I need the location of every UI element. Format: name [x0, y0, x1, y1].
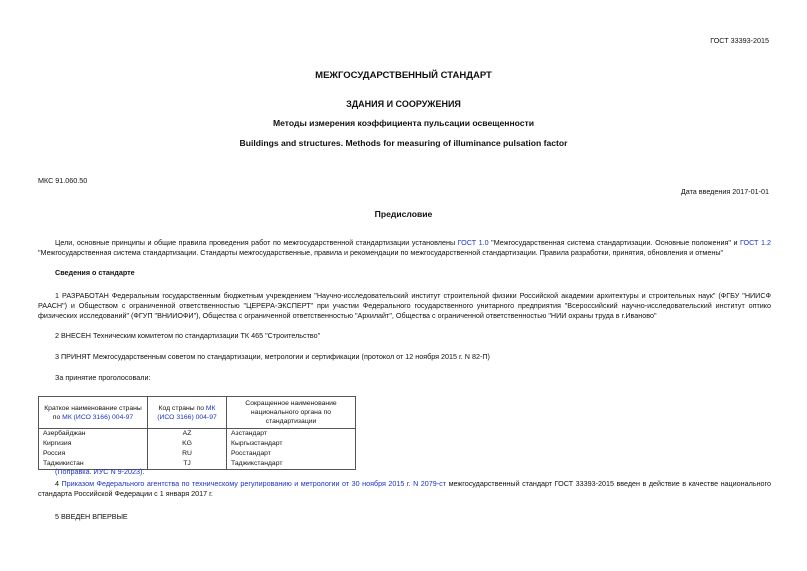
rosstandart-order-link[interactable]: Приказом Федерального агентства по техническому регулированию и метрологии от 30 ноября 2015 г. N 2079-ст [61, 479, 447, 488]
document-code: ГОСТ 33393-2015 [710, 36, 769, 45]
cell-country: Таджикистан [39, 459, 148, 470]
mk-link[interactable]: МК [205, 404, 216, 412]
item-4-enacted [38, 479, 771, 499]
cell-country: Азербайджан [39, 429, 148, 440]
mks-code: МКС 91.060.50 [38, 176, 88, 185]
standard-info-heading: Сведения о стандарте [55, 268, 135, 277]
standard-type-heading: МЕЖГОСУДАРСТВЕННЫЙ СТАНДАРТ [315, 70, 492, 81]
amendment-link[interactable]: (Поправка. ИУС N 9-2023). [55, 467, 145, 476]
item-2-submitted: 2 ВНЕСЕН Техническим комитетом по стандартизации ТК 465 "Строительство" [55, 331, 321, 340]
mk-iso-3166-link[interactable]: МК (ИСО 3166) 004-97 [62, 413, 134, 421]
cell-body: Росстандарт [227, 449, 356, 459]
item-4-text: межгосударственный стандарт ГОСТ 33393-2015 введен в действие в качестве национального стандарта Российской Федерации с 1 января 2017 г. [38, 479, 772, 498]
header-body-line1: Сокращенное наименование [245, 400, 337, 407]
cell-body: Кыргызстандарт [227, 439, 356, 449]
gost-1-2-link[interactable]: ГОСТ 1.2 [740, 238, 771, 247]
table-row [39, 449, 356, 459]
intro-date: Дата введения 2017-01-01 [680, 187, 769, 196]
table-row [39, 429, 356, 440]
cell-body: Таджикстандарт [227, 459, 356, 470]
voted-for-label: За принятие проголосовали: [55, 373, 151, 382]
column-header-body [227, 397, 356, 429]
item-1-developed: 1 РАЗРАБОТАН Федеральным государственным бюджетным учреждением "Научно-исследовательский институт строительной физики Российской академии архитектуры и строительных наук" (ФГБУ "НИИСФ РААСН") и Обществом с ограниченной ответственностью "ЦЕРЕРА-ЭКСПЕРТ" при участии Федерального государственного унитарного предприятия "Всероссийский научно-исследовательский институт оптико физических исследований" (ФГУП "ВНИИОФИ"), Общества с ограниченной ответственностью "Архилайт", Общества с ограниченной ответственностью "НИИ охраны труда в г.Иваново" [38, 291, 771, 320]
cell-code: RU [148, 449, 227, 459]
header-body-line2: национального органа по стандартизации [250, 409, 332, 425]
item-5-first-introduced: 5 ВВЕДЕН ВПЕРВЫЕ [55, 512, 128, 521]
p1-text-a: Цели, основные принципы и общие правила проведения работ по межгосударственной стандартизации установлены [55, 238, 458, 247]
item-4-prefix: 4 [55, 479, 62, 488]
header-country-line1: Краткое наименование страны [44, 404, 142, 412]
header-code-line1-prefix: Код страны по [158, 404, 206, 412]
cell-code: KG [148, 439, 227, 449]
table-row [39, 439, 356, 449]
iso-3166-link[interactable]: (ИСО 3166) 004-97 [157, 413, 217, 421]
subject-heading: ЗДАНИЯ И СООРУЖЕНИЯ [346, 99, 461, 109]
foreword-heading: Предисловие [374, 209, 433, 219]
table-header-row [39, 397, 356, 429]
title-russian: Методы измерения коэффициента пульсации освещенности [272, 118, 535, 128]
amendment-note [55, 467, 144, 477]
column-header-code [148, 397, 227, 429]
voting-states-table [38, 396, 356, 470]
header-country-line2-prefix: по [52, 413, 63, 421]
title-english: Buildings and structures. Methods for measuring of illuminance pulsation factor [239, 138, 568, 148]
cell-country: Россия [39, 449, 148, 459]
cell-code: TJ [148, 459, 227, 470]
p1-text-c: "Межгосударственная система стандартизации. Стандарты межгосударственные, правила и рекомендации по межгосударственной стандартизации. Правила разработки, принятия, обновления и отмены" [38, 248, 724, 257]
item-3-adopted: 3 ПРИНЯТ Межгосударственным советом по стандартизации, метрологии и сертификации (протокол от 12 ноября 2015 г. N 82-П) [55, 352, 490, 361]
p1-text-b: "Межгосударственная система стандартизации. Основные положения" и [488, 238, 741, 247]
cell-country: Киргизия [39, 439, 148, 449]
cell-body: Азстандарт [227, 429, 356, 440]
column-header-country [39, 397, 148, 429]
gost-1-0-link[interactable]: ГОСТ 1.0 [457, 238, 489, 247]
cell-code: AZ [148, 429, 227, 440]
foreword-paragraph [38, 238, 771, 258]
